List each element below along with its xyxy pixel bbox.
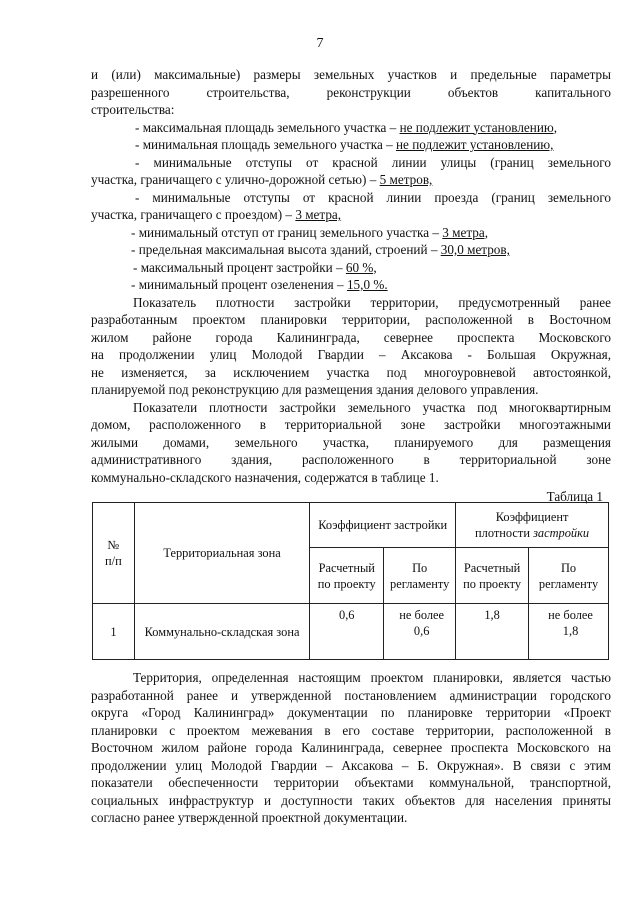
header-project: Расчетный по проекту xyxy=(456,548,529,604)
header-zone: Территориальная зона xyxy=(134,503,309,604)
list-item-cont: участка, граничащего с проездом) – 3 метра, xyxy=(91,207,342,222)
coefficients-table xyxy=(92,502,609,660)
document-body xyxy=(91,66,611,506)
para2-line: коммунально-складского назначения, содержатся в таблице 1. xyxy=(91,469,439,485)
intro-line-1: и (или) максимальные) размеры земельных участков и предельные параметры xyxy=(91,67,611,82)
para2-line: домом, расположенного в территориальной зоне застройки многоэтажными xyxy=(91,417,611,432)
para2-line: жилыми домами, земельного участка, планируемого для размещения xyxy=(91,434,611,450)
para3-line: разработанной ранее и утвержденной постановлением администрации городского xyxy=(91,687,611,703)
para1-line: разработанным проектом планировки территории, расположенной в Восточном xyxy=(91,312,611,327)
header-regulation: По регламенту xyxy=(384,548,456,604)
para1-line: на продолжении улиц Молодой Гвардии – Аксакова - Большая Окружная, xyxy=(91,347,611,362)
list-item: - максимальный процент застройки – 60 %, xyxy=(133,259,377,275)
header-density-coef: Коэффициент плотности застройки xyxy=(456,503,609,548)
para3-line: округа «Город Калининград» документации по планировке территории «Проект xyxy=(91,705,611,720)
list-item: - минимальный процент озеленения – 15,0 %. xyxy=(131,277,388,292)
header-regulation: По регламенту xyxy=(529,548,609,604)
intro-line-3: строительства: xyxy=(91,102,175,117)
header-num: № п/п xyxy=(93,503,135,604)
para3-line: Территория, определенная настоящим проектом планировки, является частью xyxy=(133,670,611,685)
para1-line: планируемой под реконструкцию для размещения здания делового управления. xyxy=(91,382,539,397)
header-build-coef: Коэффициент застройки xyxy=(310,503,456,548)
header-project: Расчетный по проекту xyxy=(310,548,384,604)
table-row xyxy=(93,604,609,660)
cell-value: 0,6 xyxy=(310,604,384,660)
list-item: - минимальный отступ от границ земельного участка – 3 метра, xyxy=(131,224,489,240)
cell-value: 1,8 xyxy=(456,604,529,660)
list-item: - минимальные отступы от красной линии улицы (границ земельного xyxy=(135,154,611,170)
para1-line: Показатель плотности застройки территории, предусмотренный ранее xyxy=(133,294,611,310)
para3-line: планировки с проектом межевания в его составе территории, расположенной в xyxy=(91,722,611,738)
list-item: - минимальные отступы от красной линии проезда (границ земельного xyxy=(135,189,611,205)
para2-line: административного здания, расположенного в территориальной зоне xyxy=(91,452,611,467)
cell-value: не более 1,8 xyxy=(529,604,609,660)
cell-zone: Коммунально-складская зона xyxy=(134,604,309,660)
table-caption: Таблица 1 xyxy=(546,489,603,504)
cell-num: 1 xyxy=(93,604,135,660)
para3-line: показатели обеспеченности территории объектами коммунальной, транспортной, xyxy=(91,775,611,790)
closing-paragraph xyxy=(91,669,611,827)
cell-value: не более 0,6 xyxy=(384,604,456,660)
para3-line: продолжении улиц Молодой Гвардии – Аксакова – Б. Окружная». В связи с этим xyxy=(91,757,611,773)
list-item-cont: участка, граничащего с улично-дорожной сетью) – 5 метров, xyxy=(91,172,433,187)
list-item: - предельная максимальная высота зданий, строений – 30,0 метров, xyxy=(131,242,510,257)
para1-line: жилом районе города Калининграда, севернее проспекта Московского xyxy=(91,329,611,345)
para3-line: социальных инфраструктур и доступности таких объектов для населения приняты xyxy=(91,792,611,808)
list-item: - максимальная площадь земельного участка – не подлежит установлению, xyxy=(135,119,558,135)
para3-line: Восточном жилом районе города Калининграда, севернее проспекта Московского на xyxy=(91,740,611,755)
list-item: - минимальная площадь земельного участка – не подлежит установлению, xyxy=(135,137,554,152)
para1-line: не изменяется, за исключением участка под многоуровневой автостоянкой, xyxy=(91,364,611,380)
para2-line: Показатели плотности застройки земельного участка под многоквартирным xyxy=(133,399,611,415)
para3-line: согласно ранее утвержденной проектной документации. xyxy=(91,810,408,825)
page-number: 7 xyxy=(316,36,324,51)
intro-line-2: разрешенного строительства, реконструкции объектов капитального xyxy=(91,84,611,100)
